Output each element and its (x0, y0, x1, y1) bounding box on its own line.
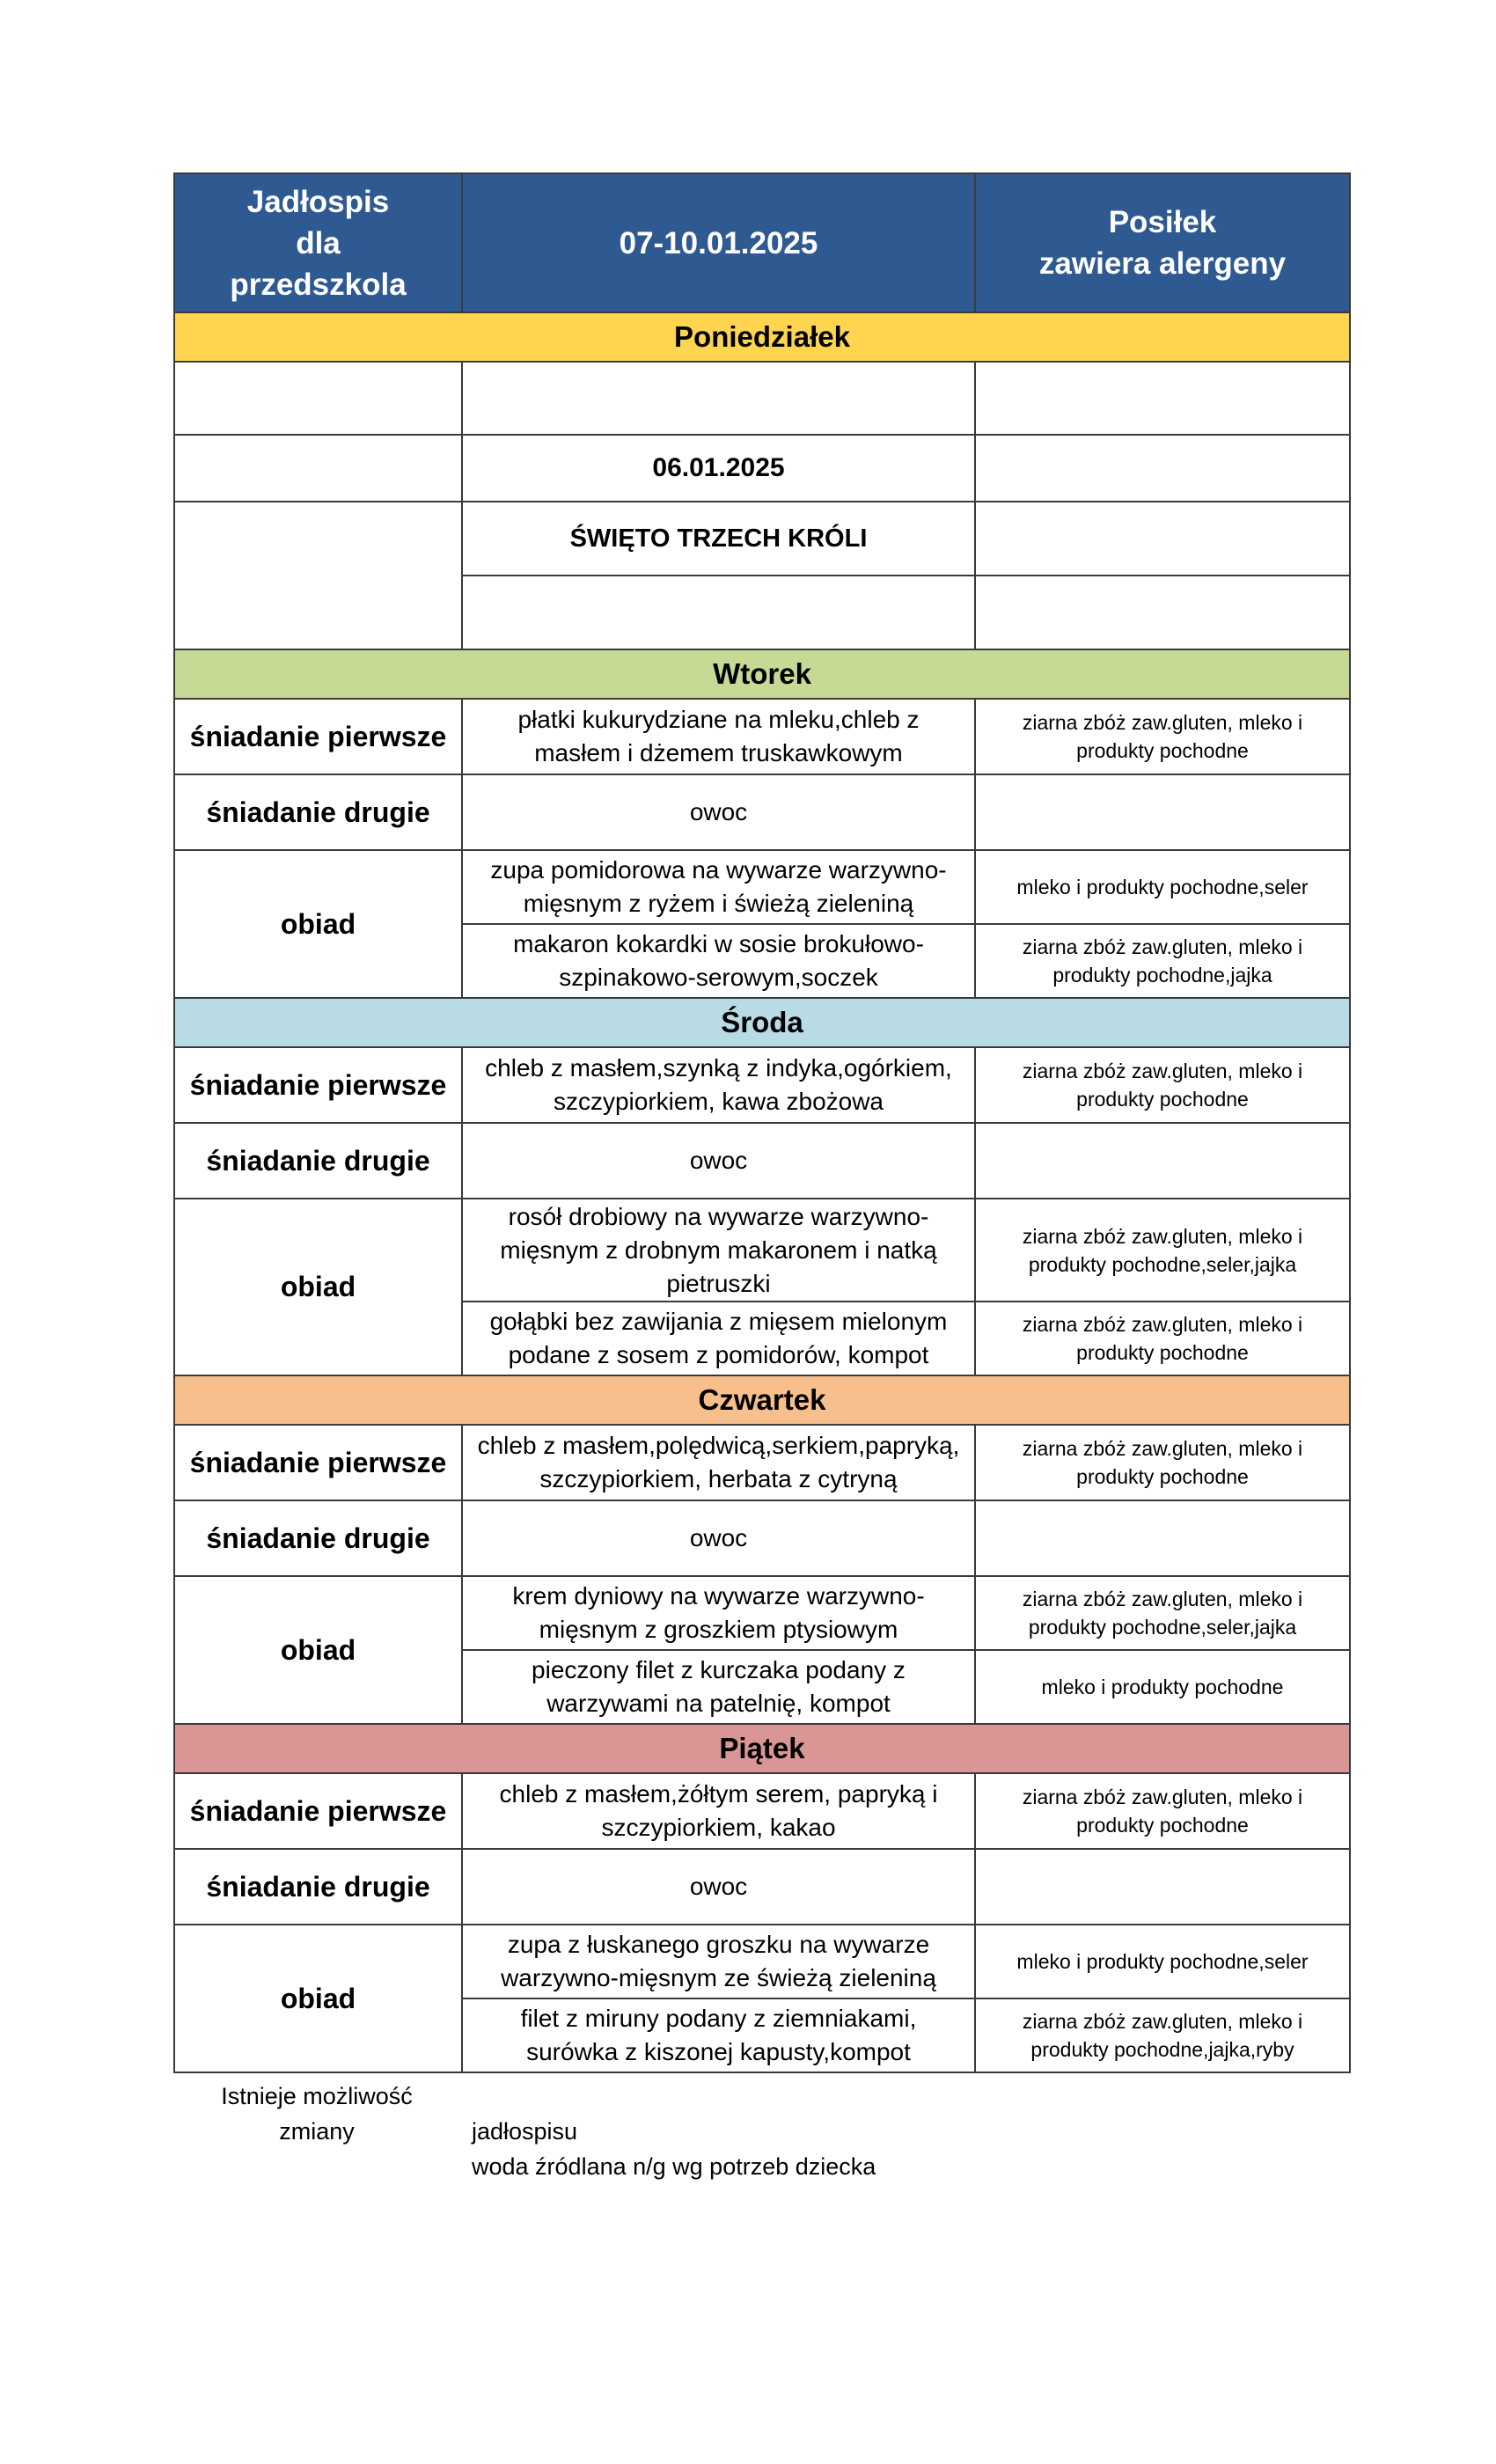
change-note-continued: jadłospisu (472, 2118, 578, 2145)
allergens (975, 1849, 1350, 1925)
meal-name: obiad (174, 1925, 462, 2072)
allergens: ziarna zbóż zaw.gluten, mleko i produkty pochodne (975, 1773, 1350, 1849)
meal-name: śniadanie pierwsze (174, 699, 462, 774)
meal-name: obiad (174, 1199, 462, 1375)
monday-holiday: ŚWIĘTO TRZECH KRÓLI (462, 502, 975, 576)
wtorek-lunch-row-1 (174, 850, 1350, 924)
day-name: Wtorek (174, 649, 1350, 699)
monday-blank-cell (174, 502, 462, 649)
meal-name: śniadanie drugie (174, 774, 462, 850)
allergens: ziarna zbóż zaw.gluten, mleko i produkty pochodne,jajka (975, 924, 1350, 998)
allergens: ziarna zbóż zaw.gluten, mleko i produkty pochodne (975, 699, 1350, 774)
dish: zupa pomidorowa na wywarze warzywno-mięsnym z ryżem i świeżą zieleniną (462, 850, 975, 924)
day-header-sroda (174, 998, 1350, 1047)
monday-date-row (174, 435, 1350, 502)
sroda-breakfast2-row (174, 1123, 1350, 1199)
dish: zupa z łuskanego groszku na wywarze warzywno-mięsnym ze świeżą zieleniną (462, 1925, 975, 1998)
czwartek-breakfast2-row (174, 1500, 1350, 1576)
sroda-lunch-row-1 (174, 1199, 1350, 1302)
allergens: mleko i produkty pochodne,seler (975, 850, 1350, 924)
piatek-breakfast1-row (174, 1773, 1350, 1849)
allergens (975, 774, 1350, 850)
dish: rosół drobiowy na wywarze warzywno-mięsnym z drobnym makaronem i natką pietruszki (462, 1199, 975, 1302)
allergens: ziarna zbóż zaw.gluten, mleko i produkty pochodne (975, 1425, 1350, 1500)
allergens: mleko i produkty pochodne (975, 1650, 1350, 1724)
dish: owoc (462, 1123, 975, 1199)
day-header-wtorek (174, 649, 1350, 699)
header-row (174, 173, 1350, 312)
czwartek-lunch-row-1 (174, 1576, 1350, 1650)
allergens: ziarna zbóż zaw.gluten, mleko i produkty pochodne (975, 1047, 1350, 1123)
monday-empty-row (174, 362, 1350, 435)
meal-name: śniadanie pierwsze (174, 1425, 462, 1500)
wtorek-breakfast1-row (174, 699, 1350, 774)
meal-name: obiad (174, 850, 462, 998)
meal-name: obiad (174, 1576, 462, 1724)
day-header-monday (174, 312, 1350, 362)
dish: chleb z masłem,żółtym serem, papryką i szczypiorkiem, kakao (462, 1773, 975, 1849)
day-header-czwartek (174, 1375, 1350, 1425)
menu-table (173, 172, 1351, 2073)
wtorek-breakfast2-row (174, 774, 1350, 850)
day-header-piatek (174, 1724, 1350, 1773)
allergens: ziarna zbóż zaw.gluten, mleko i produkty pochodne (975, 1302, 1350, 1375)
monday-holiday-row (174, 502, 1350, 576)
header-allergens: Posiłek zawiera alergeny (975, 173, 1350, 312)
dish: owoc (462, 1500, 975, 1576)
allergens: mleko i produkty pochodne,seler (975, 1925, 1350, 1998)
dish: pieczony filet z kurczaka podany z warzywami na patelnię, kompot (462, 1650, 975, 1724)
water-note: woda źródlana n/g wg potrzeb dziecka (472, 2153, 876, 2180)
piatek-breakfast2-row (174, 1849, 1350, 1925)
dish: owoc (462, 774, 975, 850)
day-name: Czwartek (174, 1375, 1350, 1425)
meal-name: śniadanie drugie (174, 1123, 462, 1199)
allergens (975, 1500, 1350, 1576)
piatek-lunch-row-1 (174, 1925, 1350, 1998)
allergens (975, 1123, 1350, 1199)
dish: chleb z masłem,szynką z indyka,ogórkiem, szczypiorkiem, kawa zbożowa (462, 1047, 975, 1123)
dish: makaron kokardki w sosie brokułowo-szpinakowo-serowym,soczek (462, 924, 975, 998)
meal-name: śniadanie drugie (174, 1849, 462, 1925)
dish: owoc (462, 1849, 975, 1925)
czwartek-breakfast1-row (174, 1425, 1350, 1500)
monday-date: 06.01.2025 (462, 435, 975, 502)
dish: gołąbki bez zawijania z mięsem mielonym podane z sosem z pomidorów, kompot (462, 1302, 975, 1375)
header-title: Jadłospis dla przedszkola (174, 173, 462, 312)
change-note: Istnieje możliwość zmiany (221, 2083, 413, 2145)
day-name: Środa (174, 998, 1350, 1047)
dish: chleb z masłem,polędwicą,serkiem,papryką, szczypiorkiem, herbata z cytryną (462, 1425, 975, 1500)
allergens: ziarna zbóż zaw.gluten, mleko i produkty pochodne,jajka,ryby (975, 1998, 1350, 2072)
day-name: Poniedziałek (174, 312, 1350, 362)
header-dates: 07-10.01.2025 (462, 173, 975, 312)
dish: krem dyniowy na wywarze warzywno-mięsnym z groszkiem ptysiowym (462, 1576, 975, 1650)
allergens: ziarna zbóż zaw.gluten, mleko i produkty pochodne,seler,jajka (975, 1199, 1350, 1302)
day-name: Piątek (174, 1724, 1350, 1773)
meal-name: śniadanie drugie (174, 1500, 462, 1576)
meal-name: śniadanie pierwsze (174, 1047, 462, 1123)
dish: filet z miruny podany z ziemniakami, surówka z kiszonej kapusty,kompot (462, 1998, 975, 2072)
dish: płatki kukurydziane na mleku,chleb z masłem i dżemem truskawkowym (462, 699, 975, 774)
allergens: ziarna zbóż zaw.gluten, mleko i produkty pochodne,seler,jajka (975, 1576, 1350, 1650)
sroda-breakfast1-row (174, 1047, 1350, 1123)
meal-name: śniadanie pierwsze (174, 1773, 462, 1849)
